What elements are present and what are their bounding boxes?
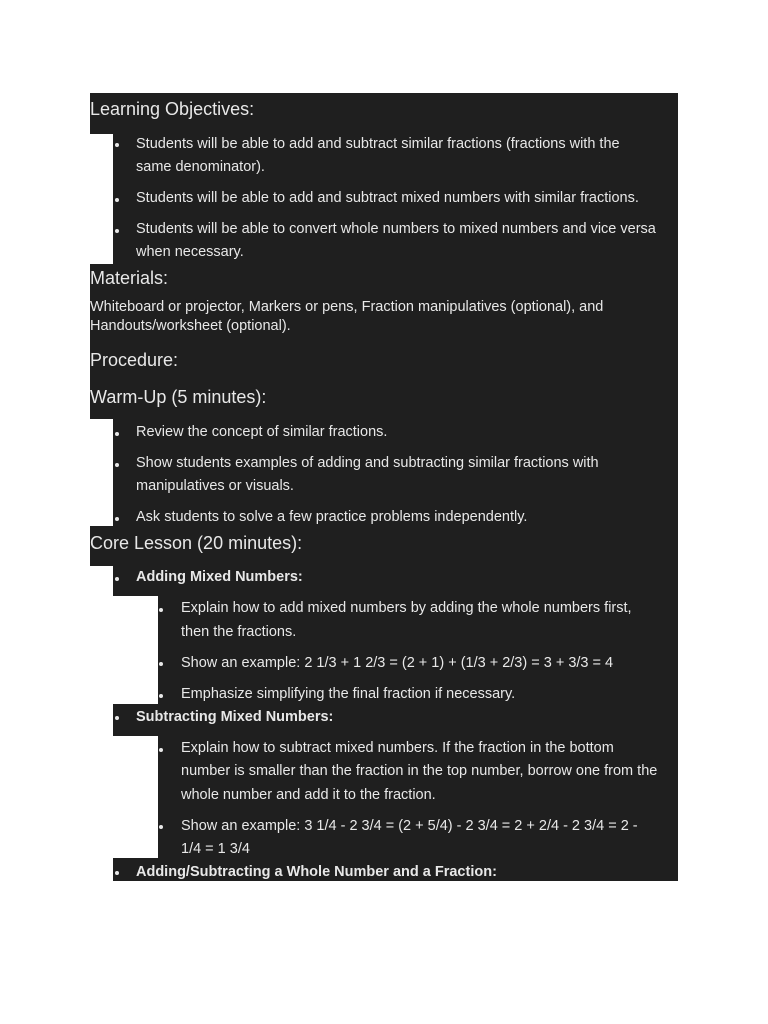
adding-item-1-line1: Explain how to add mixed numbers by adding the whole numbers first, <box>181 600 632 616</box>
sub-bullet <box>159 694 163 698</box>
bullet <box>115 871 119 875</box>
bullet <box>115 517 119 521</box>
warmup-item-2-line1: Show students examples of adding and subtracting similar fractions with <box>136 455 599 471</box>
sub-bullet <box>159 825 163 829</box>
bullet <box>115 463 119 467</box>
bullet <box>115 198 119 202</box>
bullet <box>115 229 119 233</box>
bullet <box>115 716 119 720</box>
warmup-item-1: Review the concept of similar fractions. <box>136 424 388 440</box>
warmup-item-2-line2: manipulatives or visuals. <box>136 478 294 494</box>
warmup-heading: Warm-Up (5 minutes): <box>90 387 267 407</box>
bullet <box>115 577 119 581</box>
sub-bullet <box>159 608 163 612</box>
objective-item-2-line1: Students will be able to add and subtract mixed numbers with similar fractions. <box>136 190 639 206</box>
subtracting-item-2-line2: 1/4 = 1 3/4 <box>181 841 250 857</box>
materials-text-line2: Handouts/worksheet (optional). <box>90 318 291 334</box>
adding-mixed-numbers-title: Adding Mixed Numbers: <box>136 569 303 585</box>
sub-bullet <box>159 662 163 666</box>
objective-item-1-line2: same denominator). <box>136 159 265 175</box>
subtracting-item-1-line2: number is smaller than the fraction in the top number, borrow one from the <box>181 763 658 779</box>
objectives-heading: Learning Objectives: <box>90 99 255 119</box>
materials-text-line1: Whiteboard or projector, Markers or pens, Fraction manipulatives (optional), and <box>90 299 604 315</box>
adding-item-1-line2: then the fractions. <box>181 624 297 640</box>
subtracting-item-2-line1: Show an example: 3 1/4 - 2 3/4 = (2 + 5/4) - 2 3/4 = 2 + 2/4 - 2 3/4 = 2 - <box>181 818 638 834</box>
sub-bullet <box>159 748 163 752</box>
whole-number-fraction-title: Adding/Subtracting a Whole Number and a Fraction: <box>136 864 497 880</box>
core-lesson-heading: Core Lesson (20 minutes): <box>90 533 303 553</box>
adding-item-2: Show an example: 2 1/3 + 1 2/3 = (2 + 1) + (1/3 + 2/3) = 3 + 3/3 = 4 <box>181 655 614 671</box>
subtracting-item-1-line3: whole number and add it to the fraction. <box>181 787 436 803</box>
objective-item-1-line1: Students will be able to add and subtract similar fractions (fractions with the <box>136 136 620 152</box>
adding-item-3: Emphasize simplifying the final fraction if necessary. <box>181 686 516 702</box>
subtracting-mixed-numbers-title: Subtracting Mixed Numbers: <box>136 709 334 725</box>
bullet <box>115 432 119 436</box>
objective-item-3-line2: when necessary. <box>136 244 244 260</box>
materials-heading: Materials: <box>90 268 169 288</box>
procedure-heading: Procedure: <box>90 350 179 370</box>
warmup-item-3: Ask students to solve a few practice problems independently. <box>136 509 528 525</box>
subtracting-item-1-line1: Explain how to subtract mixed numbers. If the fraction in the bottom <box>181 740 614 756</box>
bullet <box>115 143 119 147</box>
objective-item-3-line1: Students will be able to convert whole numbers to mixed numbers and vice versa <box>136 221 656 237</box>
